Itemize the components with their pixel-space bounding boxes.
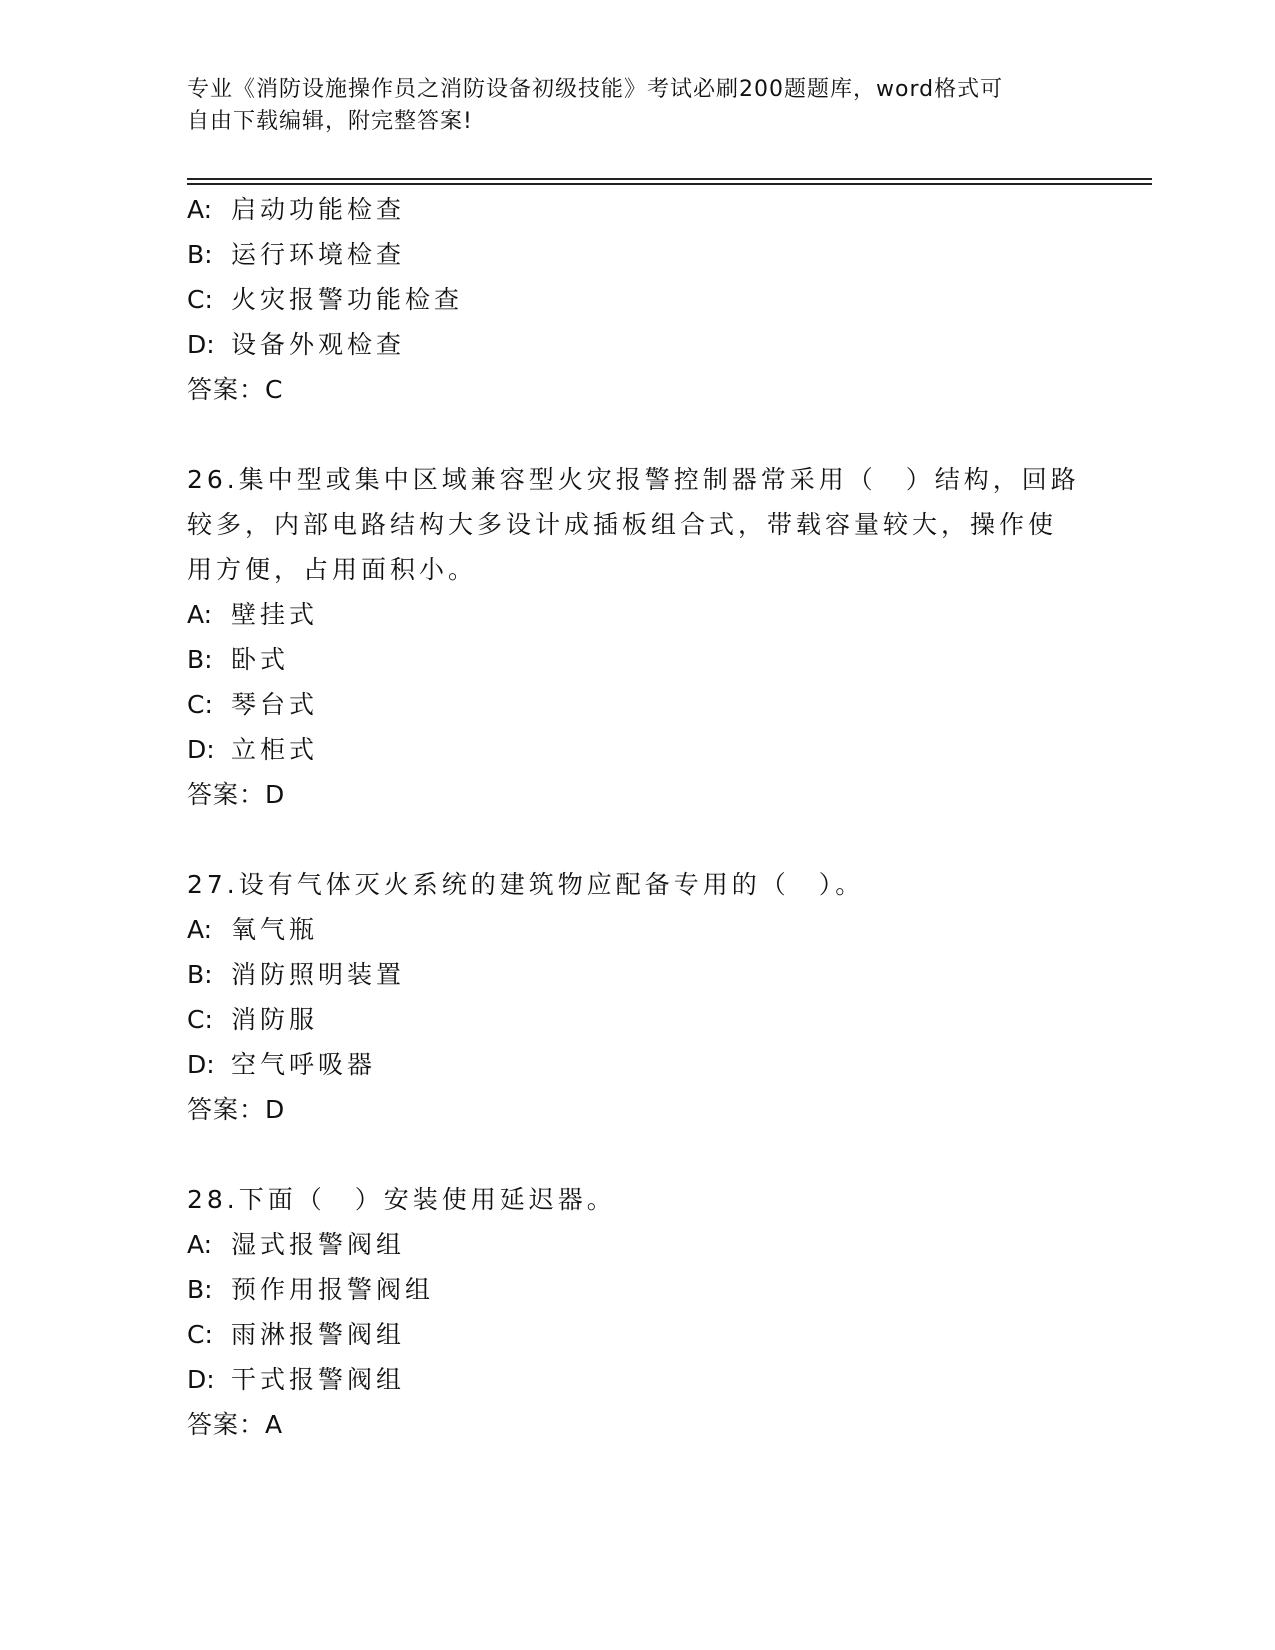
option-a: A: 壁挂式 bbox=[187, 600, 319, 629]
option-c: C: 琴台式 bbox=[187, 690, 319, 719]
option-c: C: 消防服 bbox=[187, 1005, 319, 1034]
option-b: B: 运行环境检查 bbox=[187, 240, 406, 269]
spacer bbox=[187, 1132, 1087, 1177]
header-divider-top bbox=[187, 178, 1152, 180]
option-b: B: 消防照明装置 bbox=[187, 960, 406, 989]
answer-line: 答案：C bbox=[187, 375, 284, 404]
question-block-26 bbox=[187, 457, 1087, 817]
option-c: C: 雨淋报警阀组 bbox=[187, 1320, 406, 1349]
question-stem bbox=[187, 1177, 1087, 1222]
question-block-28 bbox=[187, 1177, 1087, 1447]
question-line: 26.集中型或集中区域兼容型火灾报警控制器常采用（ ）结构，回路 bbox=[187, 465, 1080, 494]
question-line: 较多，内部电路结构大多设计成插板组合式，带载容量较大，操作使 bbox=[187, 510, 1058, 539]
question-line: 用方便，占用面积小。 bbox=[187, 555, 478, 584]
option-b: B: 卧式 bbox=[187, 645, 290, 674]
answer-line: 答案：D bbox=[187, 780, 286, 809]
question-list bbox=[187, 187, 1087, 1447]
question-stem bbox=[187, 862, 1087, 907]
document-header bbox=[187, 74, 1067, 138]
option-a: A: 氧气瓶 bbox=[187, 915, 319, 944]
spacer bbox=[187, 817, 1087, 862]
option-a: A: 启动功能检查 bbox=[187, 195, 406, 224]
question-line: 27.设有气体灭火系统的建筑物应配备专用的（ ）。 bbox=[187, 870, 865, 899]
option-d: D: 设备外观检查 bbox=[187, 330, 406, 359]
question-block-25 bbox=[187, 187, 1087, 412]
answer-line: 答案：D bbox=[187, 1095, 286, 1124]
header-divider-bottom bbox=[187, 183, 1152, 185]
option-d: D: 干式报警阀组 bbox=[187, 1365, 406, 1394]
header-line-2: 自由下载编辑，附完整答案! bbox=[187, 109, 473, 134]
option-a: A: 湿式报警阀组 bbox=[187, 1230, 406, 1259]
header-line-1: 专业《消防设施操作员之消防设备初级技能》考试必刷200题题库，word格式可 bbox=[187, 77, 1004, 102]
option-d: D: 立柜式 bbox=[187, 735, 319, 764]
answer-line: 答案：A bbox=[187, 1410, 284, 1439]
option-d: D: 空气呼吸器 bbox=[187, 1050, 377, 1079]
question-block-27 bbox=[187, 862, 1087, 1132]
option-b: B: 预作用报警阀组 bbox=[187, 1275, 435, 1304]
question-stem bbox=[187, 457, 1087, 592]
spacer bbox=[187, 412, 1087, 457]
question-line: 28.下面（ ）安装使用延迟器。 bbox=[187, 1185, 616, 1214]
option-c: C: 火灾报警功能检查 bbox=[187, 285, 464, 314]
